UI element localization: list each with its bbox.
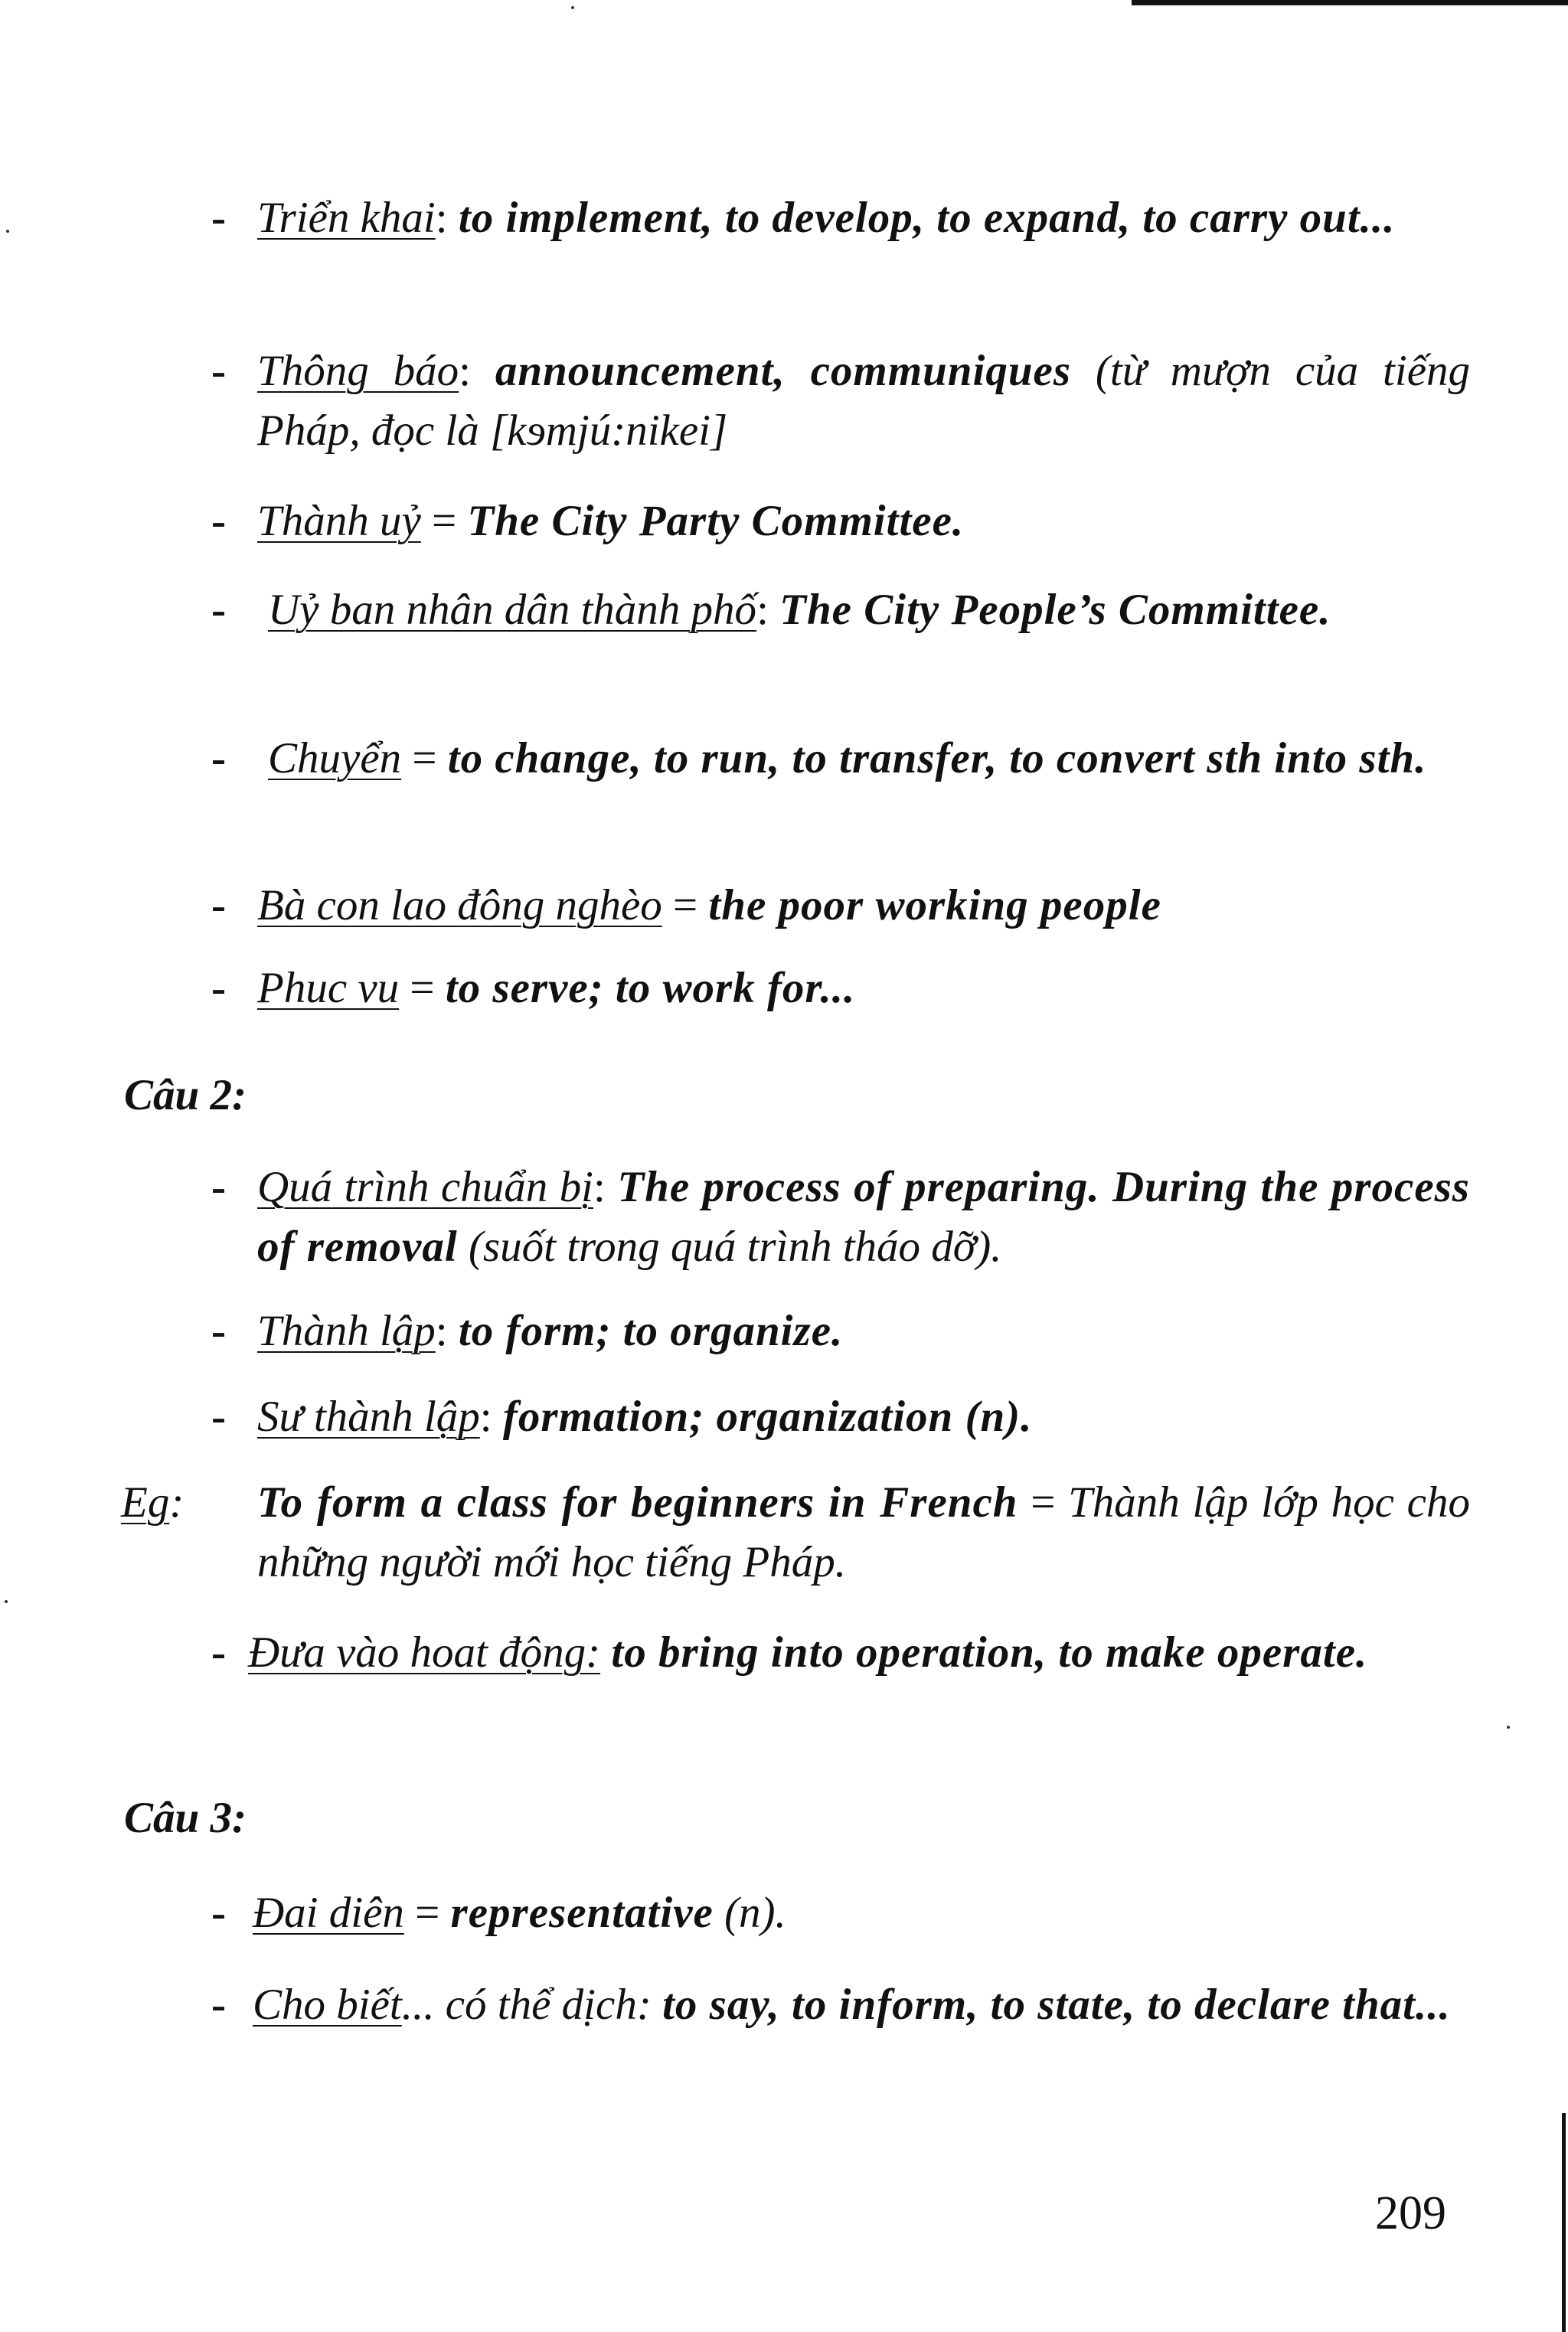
vocab-term: Thông báo <box>257 347 459 395</box>
vocab-note: (n). <box>713 1889 786 1937</box>
vocab-term: Cho biết <box>253 1981 402 2029</box>
vocab-term: Quá trình chuẩn bị <box>257 1163 594 1211</box>
vocab-term: Bà con lao đông nghèo <box>257 881 662 929</box>
vocab-term: Chuyển <box>268 734 402 782</box>
example-english: To form a class for beginners in French <box>257 1478 1018 1527</box>
vocab-definition: The City Party Committee. <box>467 497 965 545</box>
scan-speck <box>5 1600 8 1603</box>
vocab-term: Thành lập <box>257 1307 436 1355</box>
scan-edge-right <box>1562 2113 1566 2332</box>
vocab-definition: the poor working people <box>708 881 1161 929</box>
vocab-term: Sư thành lập <box>257 1393 480 1441</box>
vocab-note: (từ mượn của tiếng Pháp, đọc là [kɘmjú:nikei] <box>257 347 1471 455</box>
vocab-definition: formation; organization (n). <box>502 1393 1033 1441</box>
vocab-definition: The process of preparing. During the process of removal <box>257 1163 1470 1271</box>
example-label: Eg: <box>121 1478 185 1527</box>
section-heading-cau-3: Câu 3: <box>124 1794 247 1842</box>
vocab-term: Phuc vu <box>257 964 400 1012</box>
vocab-note: (suốt trong quá trình tháo dỡ). <box>457 1223 1002 1271</box>
scan-edge-top <box>1132 0 1568 5</box>
vocab-term: Thành uỷ <box>257 497 421 545</box>
example-vietnamese: Thành lập lớp học cho những người mới học tiếng Pháp. <box>257 1478 1470 1586</box>
page-number: 209 <box>1375 2187 1446 2239</box>
vocab-definition: to change, to run, to transfer, to convert sth into sth. <box>447 734 1427 782</box>
vocab-definition: to serve; to work for... <box>445 964 856 1012</box>
scan-speck <box>571 6 574 9</box>
vocab-term: Đai diên <box>253 1889 404 1937</box>
example-text: To form a class for beginners in French = Thành lập lớp học cho những người mới học tiếng Pháp. <box>257 1478 1470 1586</box>
document-page: - Triển khai: to implement, to develop, to expand, to carry out... - Thông báo: announcement, communiques (từ mượn của tiếng Pháp, đọc là [kɘmjú:nikei] - Thành uỷ = The City Party Committee. - Uỷ ban nhân dân thành phố: The City People’s Committee. - Chuyển = to change, to run, to transfer, to convert sth into sth. - Bà con lao đông nghèo = the poor working people - Phuc vu = to serve; to work for... Câu 2: - Quá trình chuẩn bị: The process of preparing. During the process of removal (suốt trong quá trình tháo dỡ). - Thành lập: to form; to organize. - Sư thành lập: formation; organization (n). Eg: To form a class for beginners in French = Thành lập lớp học cho những người mới học tiếng Pháp. - Đưa vào hoat động: to bring into operation, to make operate. Câu 3: - Đai diên = representative (n). - Cho biết... có thể dịch: to say, to inform, to state, to declare that... 209 <box>0 0 1568 2332</box>
scan-speck <box>1507 1726 1510 1729</box>
vocab-definition: The City People’s Committee. <box>779 586 1331 634</box>
vocab-definition: announcement, communiques <box>495 347 1072 395</box>
section-heading-cau-2: Câu 2: <box>124 1071 247 1119</box>
vocab-definition: to implement, to develop, to expand, to carry out... <box>458 194 1396 242</box>
vocab-term: Triển khai <box>257 194 436 242</box>
vocab-definition: to say, to inform, to state, to declare that... <box>662 1981 1451 2029</box>
vocab-definition: representative <box>450 1889 714 1937</box>
vocab-term: Đưa vào hoat động: <box>248 1628 601 1677</box>
vocab-definition: to bring into operation, to make operate. <box>611 1628 1368 1677</box>
vocab-term: Uỷ ban nhân dân thành phố <box>268 586 757 634</box>
scan-speck <box>6 230 9 233</box>
vocab-definition: to form; to organize. <box>458 1307 844 1355</box>
